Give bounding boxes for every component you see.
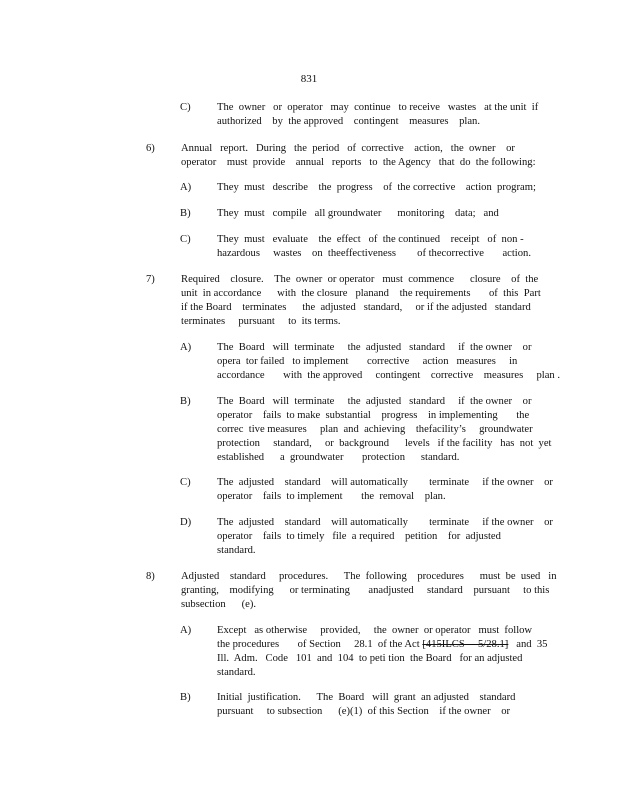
item-label: A) xyxy=(180,625,192,636)
text-line: The owner or operator may continue to receive wastes at the unit if xyxy=(217,102,539,113)
item-text xyxy=(181,570,557,612)
item-label: 6) xyxy=(146,143,155,154)
text-line: operator fails to implement the removal plan. xyxy=(217,491,446,502)
text-line: They must describe the progress of the corrective action program; xyxy=(217,182,536,193)
item-label: 8) xyxy=(146,571,155,582)
text-line: Except as otherwise provided, the owner or operator must follow xyxy=(217,625,533,636)
item-label: 7) xyxy=(146,274,155,285)
text-fragment: the procedures of Section 28.1 of the Act xyxy=(217,639,420,650)
text-line: authorized by the approved contingent measures plan. xyxy=(217,116,481,127)
text-line: The adjusted standard will automatically terminate if the owner or xyxy=(217,477,553,488)
text-line xyxy=(217,638,547,652)
text-line: Initial justification. The Board will grant an adjusted standard xyxy=(217,692,516,703)
text-line: Ill. Adm. Code 101 and 104 to peti tion the Board for an adjusted xyxy=(217,653,523,664)
item-label: A) xyxy=(180,182,192,193)
item-text xyxy=(181,142,536,170)
text-line: accordance with the approved contingent corrective measures plan . xyxy=(217,370,560,381)
item-text xyxy=(217,691,515,719)
text-line: operator must provide annual reports to the Agency that do the following: xyxy=(181,157,536,168)
text-line: pursuant to subsection (e)(1) of this Section if the owner or xyxy=(217,706,511,717)
text-line: opera tor failed to implement corrective action measures in xyxy=(217,356,518,367)
item-text xyxy=(217,341,560,383)
item-label: D) xyxy=(180,517,192,528)
item-label: B) xyxy=(180,396,191,407)
item-label: C) xyxy=(180,234,191,245)
item-text xyxy=(217,395,552,465)
item-text xyxy=(181,273,541,329)
item-text xyxy=(217,624,547,680)
text-line: standard. xyxy=(217,545,256,556)
text-line: They must compile all groundwater monitoring data; and xyxy=(217,208,499,219)
text-line: Annual report. During the period of corrective action, the owner or xyxy=(181,143,515,154)
text-line: correc tive measures plan and achieving thefacility’s groundwater xyxy=(217,424,533,435)
item-label: A) xyxy=(180,342,192,353)
page-number: 831 xyxy=(300,73,318,85)
text-line: They must evaluate the effect of the continued receipt of non - xyxy=(217,234,524,245)
text-line: unit in accordance with the closure planand the requirements of this Part xyxy=(181,288,541,299)
text-line: Required closure. The owner or operator must commence closure of the xyxy=(181,274,539,285)
text-line: The Board will terminate the adjusted standard if the owner or xyxy=(217,342,532,353)
text-line: operator fails to timely file a required petition for adjusted xyxy=(217,531,501,542)
text-line: granting, modifying or terminating anadjusted standard pursuant to this xyxy=(181,585,550,596)
item-label: C) xyxy=(180,102,191,113)
item-text xyxy=(217,181,536,195)
text-line: standard. xyxy=(217,667,256,678)
text-line: The Board will terminate the adjusted standard if the owner or xyxy=(217,396,532,407)
text-fragment: and 35 xyxy=(508,639,548,650)
text-line: subsection (e). xyxy=(181,599,257,610)
struck-citation: [415ILCS 5/28.1] xyxy=(422,639,509,650)
item-text xyxy=(217,516,553,558)
item-text xyxy=(217,476,553,504)
item-label: C) xyxy=(180,477,191,488)
text-line: established a groundwater protection standard. xyxy=(217,452,460,463)
text-line: Adjusted standard procedures. The following procedures must be used in xyxy=(181,571,557,582)
text-line: protection standard, or background levels if the facility has not yet xyxy=(217,438,552,449)
item-text xyxy=(217,233,531,261)
item-label: B) xyxy=(180,208,191,219)
item-label: B) xyxy=(180,692,191,703)
text-line: hazardous wastes on theeffectiveness of thecorrective action. xyxy=(217,248,531,259)
text-line: terminates pursuant to its terms. xyxy=(181,316,341,327)
item-text xyxy=(217,207,499,221)
text-line: operator fails to make substantial progress in implementing the xyxy=(217,410,530,421)
text-line: The adjusted standard will automatically terminate if the owner or xyxy=(217,517,553,528)
item-text xyxy=(217,101,538,129)
text-line: if the Board terminates the adjusted standard, or if the adjusted standard xyxy=(181,302,531,313)
